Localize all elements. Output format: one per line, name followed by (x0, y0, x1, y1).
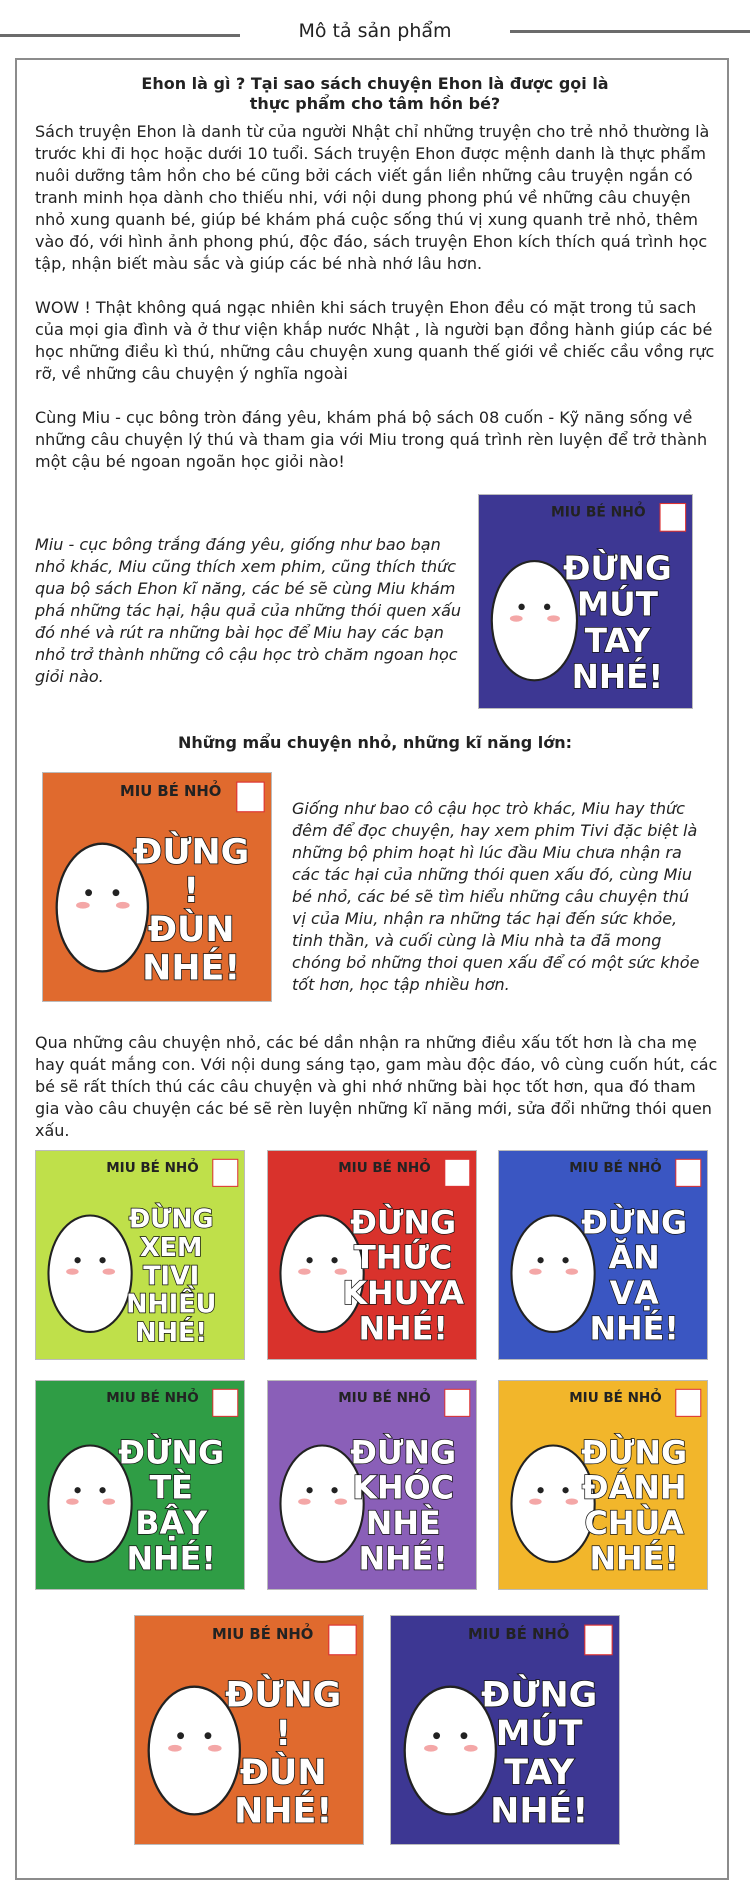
book-title-line: NHÉ! (589, 1309, 679, 1348)
book-cover-art (268, 1151, 476, 1359)
faq-heading-line2: thực phẩm cho tâm hồn bé? (249, 94, 501, 113)
book-title-line: MÚT (576, 585, 659, 624)
book-title-line: NHÉ! (358, 1309, 448, 1348)
book-title-line: ĐÁNH (581, 1468, 687, 1507)
paragraph-ehon-intro: Sách truyện Ehon là danh từ của người Nhật chỉ những truyện cho trẻ nhỏ thường là trước khi đi học hoặc dưới 10 tuổi. Sách truyện Ehon được mệnh danh là thực phẩm nuôi dưỡng tâm hồn cho bé cũng bởi cách viết gắn liền những câu truyện ngắn có tranh minh họa dành cho thiếu nhi, với nội dung phong phú về những câu chuyện nhỏ xung quanh bé, giúp bé khám phá cuộc sống thú vị xung quanh trẻ nhỏ, thêm vào đó, với hình ảnh phong phú, độc đáo, sách truyện Ehon kích thích quá trình học tập, nhận biết màu sắc và giúp các bé nhà nhớ lâu hơn. (35, 122, 710, 273)
book-title-line: ĐỪNG (481, 1675, 598, 1716)
book-cover-art (479, 495, 692, 708)
book-title-line: NHÉ! (571, 657, 664, 696)
book-cover-khoc-nhe (267, 1380, 477, 1590)
book-cover-art (36, 1151, 244, 1359)
series-label: MIU BÉ NHỎ (338, 1159, 431, 1176)
book-title-line: ĐỪNG (118, 1433, 225, 1472)
book-title-line: ĐỪNG (128, 1204, 214, 1235)
series-label: MIU BÉ NHỎ (211, 1625, 314, 1643)
book-title-line: NHIỀU (126, 1289, 217, 1320)
book-title-line: NHÉ! (358, 1539, 448, 1578)
book-title-line: KHUYA (342, 1274, 465, 1313)
faq-heading-line1: Ehon là gì ? Tại sao sách chuyện Ehon là được gọi là (141, 74, 609, 93)
book-cover-an-va (498, 1150, 708, 1360)
series-label: MIU BÉ NHỎ (106, 1159, 199, 1176)
book-title-line: ĐỪNG (133, 832, 250, 873)
book-title-line: ! (183, 871, 200, 912)
book-title-line: TÈ (149, 1468, 193, 1507)
book-title-line: NHÉ! (126, 1539, 216, 1578)
series-label: MIU BÉ NHỎ (338, 1389, 431, 1406)
series-label: MIU BÉ NHỎ (467, 1625, 570, 1643)
series-label: MIU BÉ NHỎ (550, 504, 646, 521)
series-label: MIU BÉ NHỎ (119, 782, 222, 800)
book-title-line: TIVI (143, 1261, 200, 1292)
book-title-line: ĐỪNG (350, 1433, 457, 1472)
book-cover-mut-tay (478, 494, 693, 709)
book-title-line: TAY (504, 1752, 575, 1793)
book-title-line: NHÉ! (142, 948, 241, 989)
paragraph-wow: WOW ! Thật không quá ngạc nhiên khi sách truyện Ehon đều có mặt trong tủ sach của mọi gia đình và ở thư viện khắp nước Nhật , là người bạn đồng hành giúp các bé học những điều kì thú, những câu chuyện xung quanh thế giới về chiếc cầu vồng rực rỡ, về những câu chuyện ý nghĩa ngoài (35, 298, 715, 383)
book-cover-danh-chua (498, 1380, 708, 1590)
book-cover-art (499, 1381, 707, 1589)
book-title-line: BẬY (135, 1504, 208, 1543)
book-cover-dun-2 (134, 1615, 364, 1845)
book-title-line: CHÙA (584, 1504, 684, 1543)
book-title-line: THỨC (354, 1238, 453, 1277)
book-cover-art (36, 1381, 244, 1589)
book-title-line: NHÉ! (135, 1317, 207, 1348)
book-title-line: ĐỪNG (563, 549, 672, 588)
paragraph-miu-intro: Miu - cục bông trắng đáng yêu, giống như bao bạn nhỏ khác, Miu cũng thích xem phim, cũng thích thức qua bộ sách Ehon kĩ năng, các bé sẽ cùng Miu khám phá những tác hại, hậu quả của những thói quen xấu đó nhé và rút ra những bài học để Miu hay các bạn nhỏ trở thành những cô cậu học trò chăm ngoan học giỏi nào. (35, 535, 462, 686)
section-title: Mô tả sản phẩm (298, 20, 452, 42)
book-cover-art (391, 1616, 619, 1844)
book-title-line: VẠ (609, 1274, 659, 1313)
book-title-line: KHÓC (352, 1468, 455, 1507)
book-cover-te-bay (35, 1380, 245, 1590)
book-title-line: MÚT (495, 1714, 583, 1755)
book-cover-mut-tay-2 (390, 1615, 620, 1845)
book-cover-art (135, 1616, 363, 1844)
series-label: MIU BÉ NHỎ (569, 1389, 662, 1406)
book-title-line: ĂN (608, 1238, 660, 1277)
paragraph-summary: Qua những câu chuyện nhỏ, các bé dần nhận ra những điều xấu tốt hơn là cha mẹ hay quát mắng con. Với nội dung sáng tạo, gam màu độc đáo, vô cùng cuốn hút, các bé sẽ rất thích thú các câu chuyện và ghi nhớ những bài học tốt hơn, qua đó tham gia vào câu chuyện các bé sẽ rèn luyện những kĩ năng mới, sửa đổi những thói quen xấu. (35, 1033, 718, 1140)
book-title-line: XEM (140, 1232, 203, 1263)
book-title-line: TAY (584, 621, 651, 660)
book-title-line: NHÉ! (490, 1791, 589, 1832)
book-title-line: NHÈ (365, 1504, 441, 1543)
book-cover-dun (42, 772, 272, 1002)
book-title-line: ĐỪNG (581, 1203, 688, 1242)
book-title-line: ! (275, 1714, 292, 1755)
book-title-line: NHÉ! (234, 1791, 333, 1832)
book-cover-thuc-khuya (267, 1150, 477, 1360)
book-title-line: ĐỪNG (225, 1675, 342, 1716)
book-title-line: ĐỪNG (350, 1203, 457, 1242)
paragraph-miu-habits: Giống như bao cô cậu học trò khác, Miu hay thức đêm để đọc chuyện, hay xem phim Tivi đặc biệt là những bộ phim hoạt hì lúc đầu Miu chưa nhận ra các tác hại của những thói quen xấu đó, cùng Miu bé nhỏ, các bé sẽ tìm hiểu những câu chuyện thú vị của Miu, nhận ra những tác hại đến sức khỏe, tinh thần, và cuối cùng là Miu nhà ta đã mong chóng bỏ những thoi quen xấu để có một sức khỏe tốt hơn, học tập nhiều hơn. (292, 799, 700, 994)
book-cover-art (268, 1381, 476, 1589)
book-title-line: ĐỪNG (581, 1433, 688, 1472)
miu-mascot (48, 1215, 131, 1331)
book-cover-art (499, 1151, 707, 1359)
book-title-line: ĐÙN (147, 909, 235, 950)
paragraph-miu-series: Cùng Miu - cục bông tròn đáng yêu, khám phá bộ sách 08 cuốn - Kỹ năng sống về những câu chuyện lý thú và tham gia với Miu trong quá trình rèn luyện để trở thành một cậu bé ngoan ngoãn học giỏi nào! (35, 408, 708, 471)
series-label: MIU BÉ NHỎ (569, 1159, 662, 1176)
book-cover-art (43, 773, 271, 1001)
book-title-line: ĐÙN (239, 1752, 327, 1793)
book-cover-xem-tivi (35, 1150, 245, 1360)
skills-heading: Những mẩu chuyện nhỏ, những kĩ năng lớn: (177, 733, 573, 752)
book-title-line: NHÉ! (589, 1539, 679, 1578)
series-label: MIU BÉ NHỎ (106, 1389, 199, 1406)
